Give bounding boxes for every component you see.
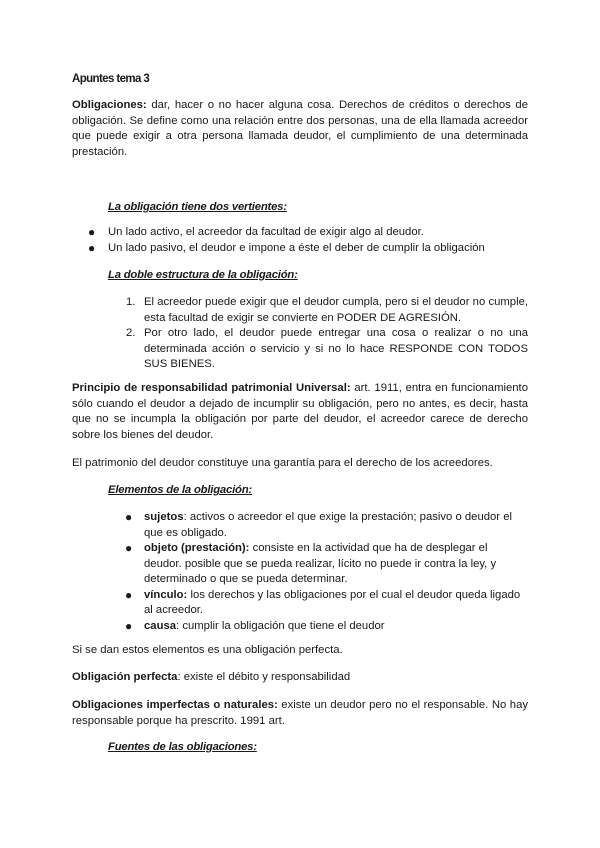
bullet-icon: ● bbox=[125, 541, 133, 555]
list-number: 2. bbox=[126, 327, 136, 339]
list-item bbox=[72, 225, 528, 241]
list-item bbox=[72, 241, 528, 257]
list-item-text: Un lado pasivo, el deudor e impone a éste el deber de cumplir la obligación bbox=[108, 241, 485, 254]
bullet-icon: ● bbox=[88, 240, 96, 255]
si-se-dan-paragraph: Si se dan estos elementos es una obligación perfecta. bbox=[72, 644, 343, 656]
fuentes-heading: Fuentes de las obligaciones: bbox=[108, 741, 257, 753]
list-item bbox=[108, 619, 528, 635]
perfecta-term: Obligación perfecta bbox=[72, 671, 178, 683]
vertientes-heading: La obligación tiene dos vertientes: bbox=[108, 201, 287, 213]
obligaciones-text: dar, hacer o no hacer alguna cosa. Derechos de créditos o derechos de obligación. Se define como una relación entre dos personas, una de ella llamada acreedor que puede exigir a otra persona llamada deudor, el cumplimiento de una determinada prestación. bbox=[72, 99, 528, 158]
perfecta-text: : existe el débito y responsabilidad bbox=[177, 671, 351, 683]
list-number: 1. bbox=[126, 296, 136, 308]
vertientes-list bbox=[72, 225, 528, 256]
principio-text: art. 1911, entra en funcionamiento sólo cuando el deudor a dejado de incumplir su obligación, pero no antes, es decir, hasta que no se incumpla la obligación por parte del deudor, el acreedor carece de derecho sobre los bienes del deudor. bbox=[72, 382, 528, 441]
document-title: Apuntes tema 3 bbox=[72, 73, 150, 85]
bullet-icon: ● bbox=[125, 618, 133, 633]
list-item-term: sujetos bbox=[144, 511, 184, 523]
list-item-term: objeto (prestación): bbox=[144, 542, 250, 554]
perfecta-paragraph bbox=[72, 670, 528, 686]
estructura-heading: La doble estructura de la obligación: bbox=[108, 269, 298, 281]
imperfectas-paragraph bbox=[72, 698, 528, 729]
list-item-text: : cumplir la obligación que tiene el deudor bbox=[176, 619, 385, 632]
principio-paragraph bbox=[72, 381, 528, 443]
list-item-text: los derechos y las obligaciones por el cual el deudor queda ligado al acreedor. bbox=[144, 588, 521, 616]
patrimonio-paragraph: El patrimonio del deudor constituye una garantía para el derecho de los acreedores. bbox=[72, 457, 493, 469]
bullet-icon: ● bbox=[125, 587, 133, 602]
list-item-term: causa bbox=[144, 619, 177, 632]
list-item-text: : activos o acreedor el que exige la prestación; pasivo o deudor el que es obligado. bbox=[144, 511, 512, 539]
list-item-text: El acreedor puede exigir que el deudor cumpla, pero si el deudor no cumple, esta facultad de exigir se convierte en PODER DE AGRESIÓN. bbox=[144, 296, 528, 324]
list-item-term: vínculo: bbox=[144, 588, 188, 601]
estructura-list bbox=[108, 295, 528, 373]
obligaciones-paragraph bbox=[72, 98, 528, 160]
list-item bbox=[108, 295, 528, 326]
elementos-heading: Elementos de la obligación: bbox=[108, 484, 252, 496]
list-item-text: Un lado activo, el acreedor da facultad de exigir algo al deudor. bbox=[108, 226, 424, 238]
elementos-list bbox=[108, 510, 528, 634]
list-item bbox=[108, 541, 528, 588]
imperfectas-text: existe un deudor pero no el responsable. No hay responsable porque ha prescrito. 1991 art. bbox=[72, 699, 528, 727]
principio-term: Principio de responsabilidad patrimonial Universal: bbox=[72, 382, 351, 394]
list-item bbox=[108, 326, 528, 373]
bullet-icon: ● bbox=[125, 510, 133, 524]
list-item-text: consiste en la actividad que ha de desplegar el deudor. posible que se pueda realizar, lícito no puede ir contra la ley, y determinado o que se pueda determinar. bbox=[144, 542, 497, 585]
list-item bbox=[108, 510, 528, 541]
obligaciones-term: Obligaciones: bbox=[72, 99, 147, 111]
imperfectas-term: Obligaciones imperfectas o naturales: bbox=[72, 699, 278, 711]
list-item-text: Por otro lado, el deudor puede entregar una cosa o realizar o no una determinada acción o servicio y si no lo hace RESPONDE CON TODOS SUS BIENES. bbox=[144, 327, 528, 370]
bullet-icon: ● bbox=[88, 225, 96, 239]
list-item bbox=[108, 588, 528, 619]
